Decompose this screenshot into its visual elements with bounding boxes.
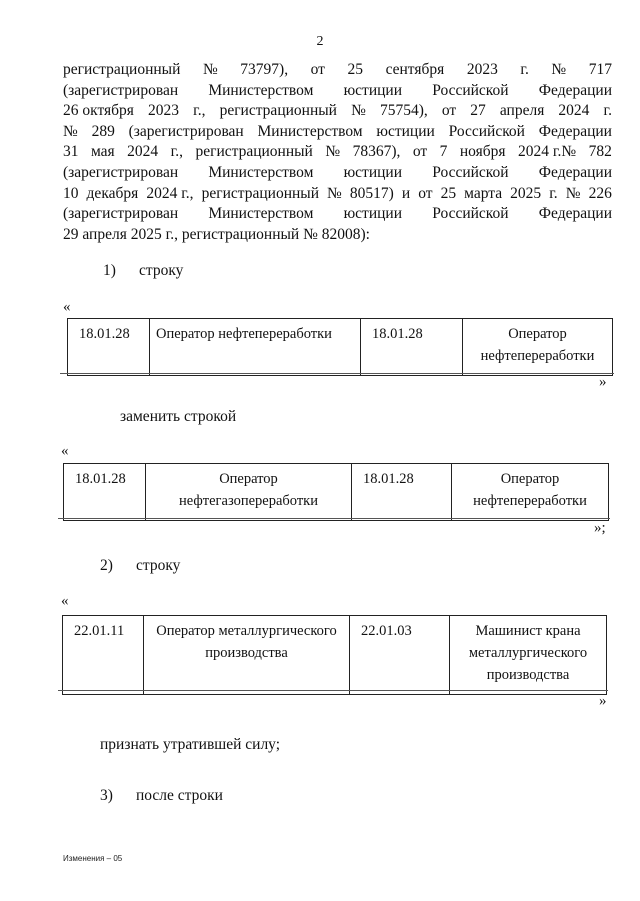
- intro-word: 10: [63, 184, 79, 202]
- intro-word: регистрационный: [201, 184, 319, 202]
- item-number: 2): [100, 557, 113, 574]
- intro-word: 226: [588, 184, 612, 202]
- intro-word: №: [327, 184, 342, 202]
- table-cell-code: 18.01.28: [361, 319, 463, 376]
- intro-word: регистрационный: [195, 143, 313, 161]
- intro-word: 31: [63, 143, 79, 161]
- table-new-row-1: [63, 463, 609, 521]
- intro-word: Федерации: [538, 163, 612, 181]
- close-quote: »;: [594, 520, 606, 536]
- intro-word: (зарегистрирован: [128, 122, 244, 140]
- open-quote: «: [61, 593, 69, 609]
- intro-word: 2023: [148, 102, 180, 120]
- table-bottom-shadow: [58, 518, 610, 519]
- table-bottom-shadow: [60, 373, 614, 374]
- intro-word: 78367),: [352, 143, 401, 161]
- table-cell-name: Оператор металлургического производства: [144, 616, 350, 695]
- table-cell-name: Оператор нефтепереработки: [463, 319, 613, 376]
- intro-word: (зарегистрирован: [63, 81, 179, 99]
- intro-word: Федерации: [538, 122, 612, 140]
- intro-word: г.: [603, 102, 612, 120]
- repeal-instruction: признать утратившей силу;: [100, 736, 281, 753]
- intro-line: [63, 184, 612, 205]
- item-text: строку: [139, 262, 184, 279]
- intro-word: 80517): [349, 184, 394, 202]
- intro-word: от: [412, 143, 428, 161]
- intro-word: 75754),: [379, 102, 428, 120]
- table-cell-code: 18.01.28: [68, 319, 150, 376]
- intro-word: 25: [347, 61, 364, 78]
- replace-instruction: заменить строкой: [120, 408, 237, 425]
- intro-line: [63, 122, 612, 143]
- intro-line: [63, 81, 612, 102]
- intro-word: от: [310, 61, 325, 78]
- table-cell-code: 22.01.11: [63, 616, 144, 695]
- intro-word: юстиции: [343, 81, 403, 99]
- intro-word: (зарегистрирован: [63, 163, 179, 181]
- item-number: 3): [100, 787, 113, 804]
- intro-word: 73797),: [240, 61, 289, 78]
- intro-line: [63, 225, 612, 246]
- intro-word: юстиции: [343, 205, 403, 223]
- intro-word: 2024 г.№: [518, 143, 577, 161]
- intro-paragraph: [63, 60, 612, 245]
- intro-word: №: [202, 61, 218, 78]
- table-cell-name: Оператор нефтепереработки: [452, 464, 609, 521]
- intro-word: №: [565, 184, 581, 202]
- intro-word: юстиции: [343, 163, 403, 181]
- intro-word: ноября: [459, 143, 506, 161]
- intro-word: Министерством: [208, 205, 314, 223]
- intro-word: 2023: [466, 61, 498, 78]
- table-cell-code: 18.01.28: [64, 464, 146, 521]
- intro-word: апреля: [499, 102, 545, 120]
- item-text: строку: [136, 557, 181, 574]
- intro-word: №: [63, 122, 78, 140]
- intro-line: [63, 101, 612, 122]
- item-number: 1): [103, 262, 116, 279]
- intro-word: Министерством: [208, 163, 314, 181]
- footer-label: Изменения – 05: [63, 854, 123, 863]
- intro-word: 782: [588, 143, 612, 161]
- intro-word: 2024: [558, 102, 590, 120]
- intro-word: юстиции: [376, 122, 435, 140]
- intro-word: Министерством: [208, 81, 314, 99]
- intro-word: от: [441, 102, 457, 120]
- list-item-3: [100, 787, 223, 805]
- list-item-1: [103, 262, 183, 280]
- table-row: [63, 616, 607, 695]
- table-row: [68, 319, 613, 376]
- intro-word: Федерации: [538, 205, 612, 223]
- intro-word: 289: [91, 122, 115, 140]
- table-cell-name: Машинист крана металлургического производства: [450, 616, 607, 695]
- intro-word: 27: [470, 102, 486, 120]
- intro-line: [63, 163, 612, 184]
- open-quote: «: [61, 443, 69, 459]
- intro-word: г.,: [170, 143, 183, 161]
- page-number: 2: [316, 34, 324, 49]
- intro-word: декабря: [86, 184, 139, 202]
- table-cell-name: Оператор нефтепереработки: [150, 319, 361, 376]
- intro-word: Министерством: [257, 122, 363, 140]
- intro-word: (зарегистрирован: [63, 205, 179, 223]
- intro-line: [63, 204, 612, 225]
- intro-word: 26 октября: [63, 102, 134, 120]
- intro-word: Российской: [448, 122, 525, 140]
- intro-word: г.: [520, 61, 529, 78]
- item-text: после строки: [136, 787, 223, 804]
- intro-word: №: [551, 61, 567, 78]
- intro-word: регистрационный: [219, 102, 337, 120]
- intro-word: регистрационный: [63, 61, 181, 78]
- intro-word: 2025: [510, 184, 542, 202]
- intro-word: г.,: [193, 102, 206, 120]
- intro-word: Российской: [432, 81, 509, 99]
- open-quote: «: [63, 299, 71, 315]
- intro-word: Российской: [432, 205, 509, 223]
- table-cell-name: Оператор нефтегазопереработки: [146, 464, 352, 521]
- list-item-2: [100, 557, 180, 575]
- intro-word: марта: [464, 184, 503, 202]
- intro-word: Российской: [432, 163, 509, 181]
- intro-line: [63, 142, 612, 163]
- table-bottom-shadow: [58, 690, 608, 691]
- intro-word: 2024: [127, 143, 159, 161]
- intro-word: №: [351, 102, 366, 120]
- intro-word: 29 апреля 2025 г., регистрационный № 82008):: [63, 225, 370, 243]
- intro-word: 717: [588, 61, 612, 78]
- table-row: [64, 464, 609, 521]
- intro-word: 25: [440, 184, 457, 202]
- intro-word: №: [325, 143, 341, 161]
- table-cell-code: 22.01.03: [350, 616, 450, 695]
- intro-word: Федерации: [538, 81, 612, 99]
- intro-line: [63, 60, 612, 81]
- close-quote: »: [599, 374, 607, 390]
- intro-word: и: [401, 184, 411, 202]
- intro-word: сентября: [385, 61, 445, 78]
- table-repealed-row: [62, 615, 607, 695]
- intro-word: мая: [90, 143, 115, 161]
- intro-word: 7: [439, 143, 448, 161]
- close-quote: »: [599, 693, 607, 709]
- table-cell-code: 18.01.28: [352, 464, 452, 521]
- intro-word: от: [418, 184, 433, 202]
- intro-word: 2024 г.,: [146, 184, 194, 202]
- intro-word: г.: [549, 184, 558, 202]
- table-old-row-1: [67, 318, 613, 376]
